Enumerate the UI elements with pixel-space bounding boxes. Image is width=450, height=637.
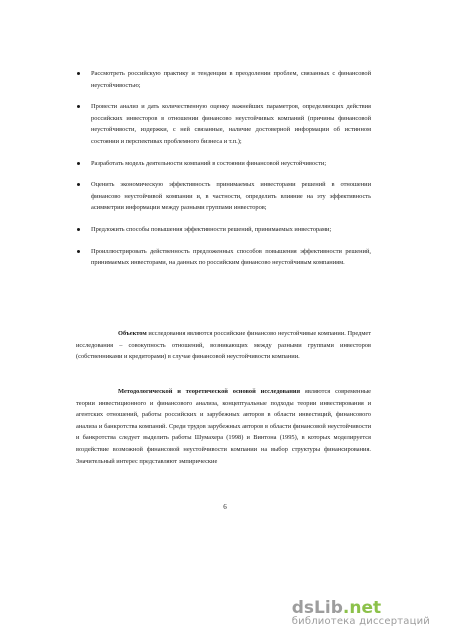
bullet-item — [76, 246, 371, 269]
dslib-watermark[interactable] — [292, 598, 430, 627]
bullet-dot-icon — [77, 183, 80, 186]
watermark-logo — [292, 598, 430, 618]
methodology-bold-lead: Методологической и теоретической основой исследования — [118, 388, 301, 395]
bullet-item — [76, 68, 371, 91]
bullet-text: Разработать модель деятельности компаний в состоянии финансовой неустойчивости; — [91, 159, 327, 167]
methodology-paragraph — [76, 386, 371, 467]
objects-text: исследования являются российские финансово неустойчивые компании. Предмет исследования – совокупность отношений, возникающих между разными группами инвесторов (собственниками и кредиторами) в случае финансовой неустойчивости компании. — [76, 330, 371, 361]
bullet-item — [76, 224, 371, 236]
task-bullet-list — [76, 68, 371, 279]
bullet-dot-icon — [77, 162, 80, 165]
bullet-dot-icon — [77, 105, 80, 108]
bullet-text: Проиллюстрировать действенность предложенных способов повышения эффективности решений, принимаемых инвесторами, на данных по российским финансово неустойчивым компаниям. — [91, 247, 371, 267]
bullet-text: Провести анализ и дать количественную оценку важнейших параметров, определяющих действия российских инвесторов в отношении финансово неустойчивых компаний (причины финансовой неустойчивости, издержки, с ней связанные, наличие достоверной информации об истинном состоянии и перспективах проблемного бизнеса и т.п.); — [91, 103, 371, 145]
bullet-text: Предложить способы повышения эффективности решений, принимаемых инвесторами; — [91, 225, 332, 233]
page-number: 6 — [223, 503, 227, 511]
watermark-subtitle: библиотека диссертаций — [291, 616, 430, 627]
objects-bold-lead: Объектом — [118, 330, 147, 337]
bullet-text: Оценить экономическую эффективность принимаемых инвесторами решений в отношении финансово неустойчивой компании и, в частности, определить влияние на эту эффективность асимметрии информации между разными группами инвесторов; — [91, 181, 371, 212]
watermark-logo-part2: .net — [342, 598, 382, 618]
objects-paragraph — [76, 328, 371, 363]
bullet-item — [76, 101, 371, 147]
bullet-dot-icon — [77, 72, 80, 75]
bullet-dot-icon — [77, 250, 80, 253]
methodology-text: являются современные теории инвестиционного и финансового анализа, концептуальные подходы теории инвестирования и агентских отношений, работы российских и зарубежных авторов в области инвестиций, финансового анализа и банкротства компаний. Среди трудов зарубежных авторов в области финансовой неустойчивости и банкротства следует выделить работы Шумахера (1998) и Винтона (1995), в которых моделируется воздействие возможной финансовой неустойчивости компании на выбор структуры финансирования. Значительный интерес представляют эмпирические — [76, 388, 372, 465]
watermark-logo-part1: dsLib — [291, 598, 343, 618]
bullet-item — [76, 179, 371, 214]
bullet-dot-icon — [77, 228, 80, 231]
bullet-item — [76, 158, 371, 170]
bullet-text: Рассмотреть российскую практику и тенденции в преодолении проблем, связанных с финансовой неустойчивостью; — [91, 70, 371, 89]
